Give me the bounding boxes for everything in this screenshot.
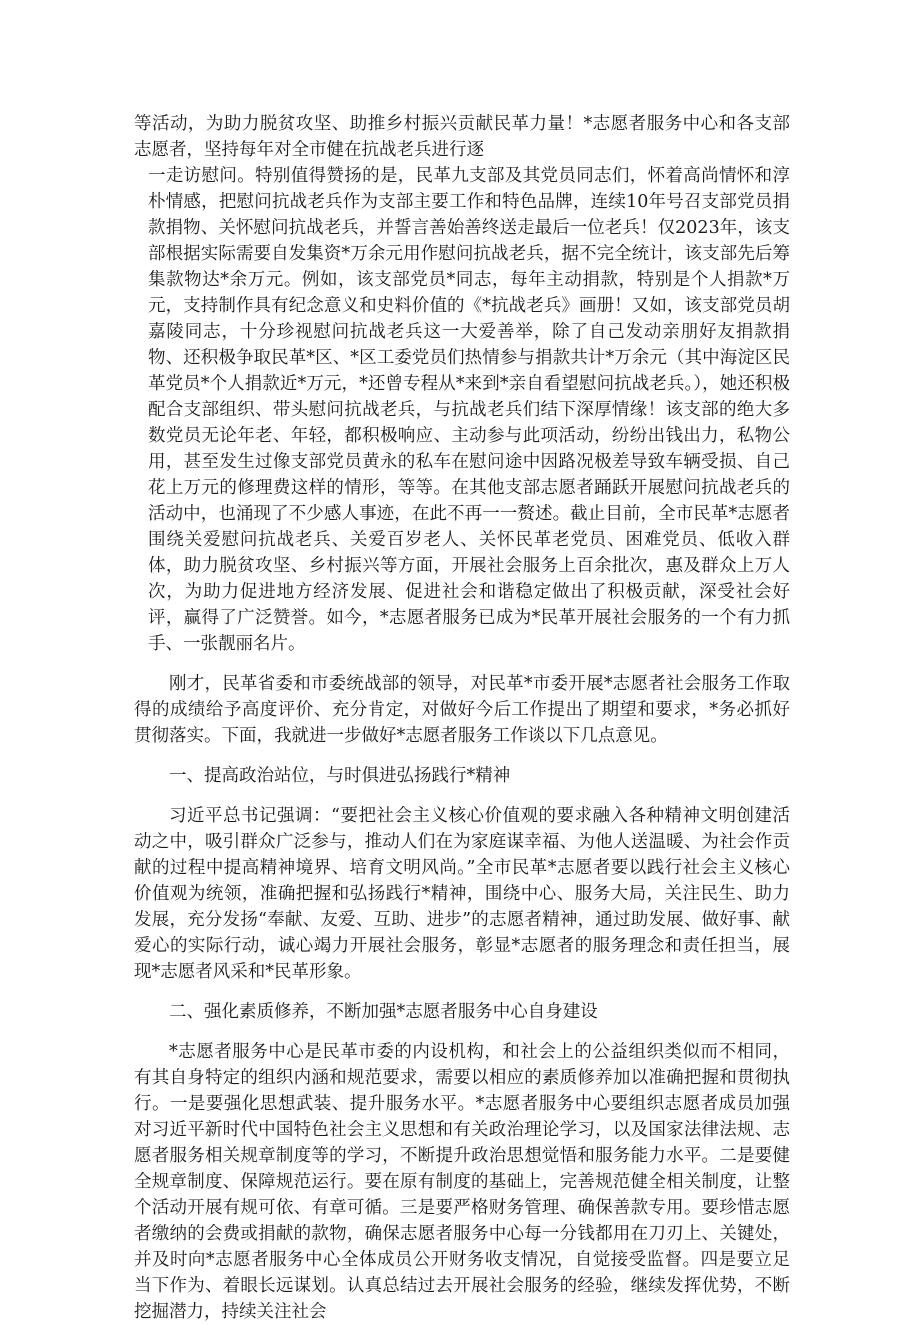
paragraph-gap [134, 749, 790, 763]
section-heading-2: 二、强化素质修养，不断加强*志愿者服务中心自身建设 [169, 1002, 598, 1022]
paragraph-gap [134, 1025, 790, 1039]
paragraph-core-values: 习近平总书记强调：“要把社会主义核心价值观的要求融入各种精神文明创建活动之中，吸引群众广泛参与，推动人们在为家庭谋幸福、为他人送温暖、为社会作贡献的过程中提高精神境界、培育文明风尚。”全市民革*志愿者要以践行社会主义核心价值观为统领，准确把握和弘扬践行*精神，围绕中心、服务大局，关注民生、助力发展，充分发扬“奉献、友爱、互助、进步”的志愿者精神，通过助发展、做好事、献爱心的实际行动，诚心竭力开展社会服务，彰显*志愿者的服务理念和责任担当，展现*志愿者风采和*民革形象。 [134, 806, 790, 982]
paragraph-veteran-visits: 一走访慰问。特别值得赞扬的是，民革九支部及其党员同志们，怀着高尚情怀和淳朴情感，把慰问抗战老兵作为支部主要工作和特色品牌，连续10年号召支部党员捐款捐物、关怀慰问抗战老兵，并誓言善始善终送走最后一位老兵！仅2023年，该支部根据实际需要自发集资*万余元用作慰问抗战老兵，据不完全统计，该支部先后筹集款物达*余万元。例如，该支部党员*同志，每年主动捐款，特别是个人捐款*万元，支持制作具有纪念意义和史料价值的《*抗战老兵》画册！又如，该支部党员胡嘉陵同志，十分珍视慰问抗战老兵这一大爱善举，除了自己发动亲朋好友捐款捐物、还积极争取民革*区、*区工委党员们热情参与捐款共计*万余元（其中海淀区民革党员*个人捐款近*万元，*还曾专程从*来到*亲自看望慰问抗战老兵。），她还积极配合支部组织、带头慰问抗战老兵，与抗战老兵们结下深厚情缘！该支部的绝大多数党员无论年老、年轻，都积极响应、主动参与此项活动，纷纷出钱出力，私物公用，甚至发生过像支部党员黄永的私车在慰问途中因路况极差导致车辆受损、自己花上万元的修理费这样的情形，等等。在其他支部志愿者踊跃开展慰问抗战老兵的活动中，也涌现了不少感人事迹，在此不再一一赘述。截止目前，全市民革*志愿者围绕关爱慰问抗战老兵、关爱百岁老人、关怀民革老党员、困难党员、低收入群体，助力脱贫攻坚、乡村振兴等方面，开展社会服务上百余批次，惠及群众上万人次，为助力促进地方经济发展、促进社会和谐稳定做出了积极贡献，深受社会好评，赢得了广泛赞誉。如今，*志愿者服务已成为*民革开展社会服务的一个有力抓手、一张靓丽名片。 [148, 166, 790, 654]
paragraph-gap [134, 657, 790, 671]
paragraph-self-building: *志愿者服务中心是民革市委的内设机构，和社会上的公益组织类似而不相同，有其自身特定的组织内涵和规范要求，需要以相应的素质修养加以准确把握和贯彻执行。一是要强化思想武装、提升服务水平。*志愿者服务中心要组织志愿者成员加强对习近平新时代中国特色社会主义思想和有关政治理论学习，以及国家法律法规、志愿者服务相关规章制度等的学习，不断提升政治思想觉悟和服务能力水平。二是要健全规章制度、保障规范运行。要在原有制度的基础上，完善规范健全相关制度，让整个活动开展有规可依、有章可循。三是要严格财务管理、确保善款专用。要珍惜志愿者缴纳的会费或捐献的款物，确保志愿者服务中心每一分钱都用在刀刃上、关键处，并及时向*志愿者服务中心全体成员公开财务收支情况，自觉接受监督。四是要立足当下作为、着眼长远谋划。认真总结过去开展社会服务的经验，继续发挥优势，不断挖掘潜力，持续关注社会 [134, 1042, 790, 1322]
paragraph-leaders-evaluation: 刚才，民革省委和市委统战部的领导，对民革*市委开展*志愿者社会服务工作取得的成绩给予高度评价、充分肯定，对做好今后工作提出了期望和要求，*务必抓好贯彻落实。下面，我就进一步做好*志愿者服务工作谈以下几点意见。 [134, 674, 790, 746]
paragraph-gap [134, 789, 790, 803]
section-heading-1: 一、提高政治站位，与时俱进弘扬践行*精神 [169, 766, 511, 786]
paragraph-gap [134, 985, 790, 999]
paragraph-continued: 等活动，为助力脱贫攻坚、助推乡村振兴贡献民革力量！*志愿者服务中心和各支部志愿者，坚持每年对全市健在抗战老兵进行逐 [134, 114, 790, 160]
